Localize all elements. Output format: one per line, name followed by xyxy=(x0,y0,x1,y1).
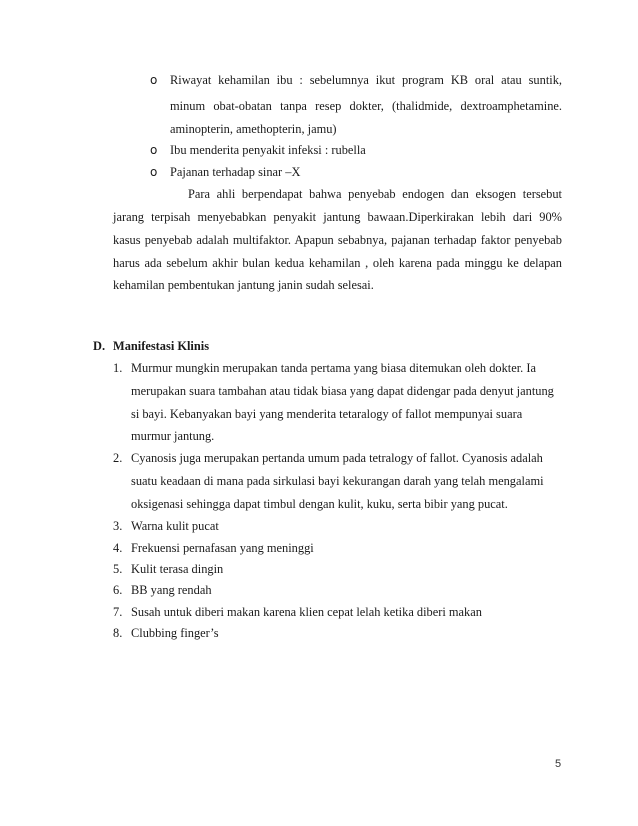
bullet-1-line-3: aminopterin, amethopterin, jamu) xyxy=(170,122,337,136)
item-2-line-2: suatu keadaan di mana pada sirkulasi bayi kekurangan darah yang telah mengalami xyxy=(131,474,544,488)
item-number: 3. xyxy=(113,519,123,533)
item-7-line-1: Susah untuk diberi makan karena klien cepat lelah ketika diberi makan xyxy=(131,605,482,619)
bullet-1-line-2: minum obat-obatan tanpa resep dokter, (thalidmide, dextroamphetamine. xyxy=(170,99,562,113)
item-1-line-1: Murmur mungkin merupakan tanda pertama yang biasa ditemukan oleh dokter. Ia xyxy=(131,361,536,375)
item-number: 8. xyxy=(113,626,123,640)
item-number: 5. xyxy=(113,562,123,576)
item-8-line-1: Clubbing finger’s xyxy=(131,626,219,640)
bullet-2-line-1: Ibu menderita penyakit infeksi : rubella xyxy=(170,143,366,157)
item-number: 2. xyxy=(113,451,123,465)
paragraph-line-4: harus ada sebelum akhir bulan kedua kehamilan , oleh karena pada minggu ke delapan xyxy=(113,256,562,270)
paragraph-line-3: kasus penyebab adalah multifaktor. Apapun sebabnya, pajanan terhadap faktor penyebab xyxy=(113,233,562,247)
item-1-line-4: murmur jantung. xyxy=(131,429,215,443)
page-number: 5 xyxy=(555,758,562,770)
section-letter: D. xyxy=(93,339,106,353)
item-1-line-2: merupakan suara tambahan atau tidak biasa yang dapat didengar pada denyut jantung xyxy=(131,384,554,398)
item-number: 6. xyxy=(113,583,123,597)
bullet-marker: o xyxy=(150,165,158,179)
paragraph-line-5: kehamilan pembentukan jantung janin sudah selesai. xyxy=(113,278,374,292)
bullet-marker: o xyxy=(150,73,158,87)
item-2-line-1: Cyanosis juga merupakan pertanda umum pada tetralogy of fallot. Cyanosis adalah xyxy=(131,451,543,465)
item-3-line-1: Warna kulit pucat xyxy=(131,519,219,533)
paragraph-line-1: Para ahli berpendapat bahwa penyebab endogen dan eksogen tersebut xyxy=(188,187,562,201)
item-2-line-3: oksigenasi sehingga dapat timbul dengan kulit, kuku, serta bibir yang pucat. xyxy=(131,497,508,511)
item-number: 4. xyxy=(113,541,123,555)
section-title: Manifestasi Klinis xyxy=(113,339,210,353)
paragraph-line-2: jarang terpisah menyebabkan penyakit jantung bawaan.Diperkirakan lebih dari 90% xyxy=(113,210,562,224)
item-4-line-1: Frekuensi pernafasan yang meninggi xyxy=(131,541,314,555)
bullet-1-line-1: Riwayat kehamilan ibu : sebelumnya ikut program KB oral atau suntik, xyxy=(170,73,562,87)
item-1-line-3: si bayi. Kebanyakan bayi yang menderita tetaralogy of fallot mempunyai suara xyxy=(131,407,523,421)
item-6-line-1: BB yang rendah xyxy=(131,583,212,597)
bullet-3-line-1: Pajanan terhadap sinar –X xyxy=(170,165,301,179)
item-5-line-1: Kulit terasa dingin xyxy=(131,562,224,576)
item-number: 1. xyxy=(113,361,123,375)
item-number: 7. xyxy=(113,605,123,619)
bullet-marker: o xyxy=(150,143,158,157)
